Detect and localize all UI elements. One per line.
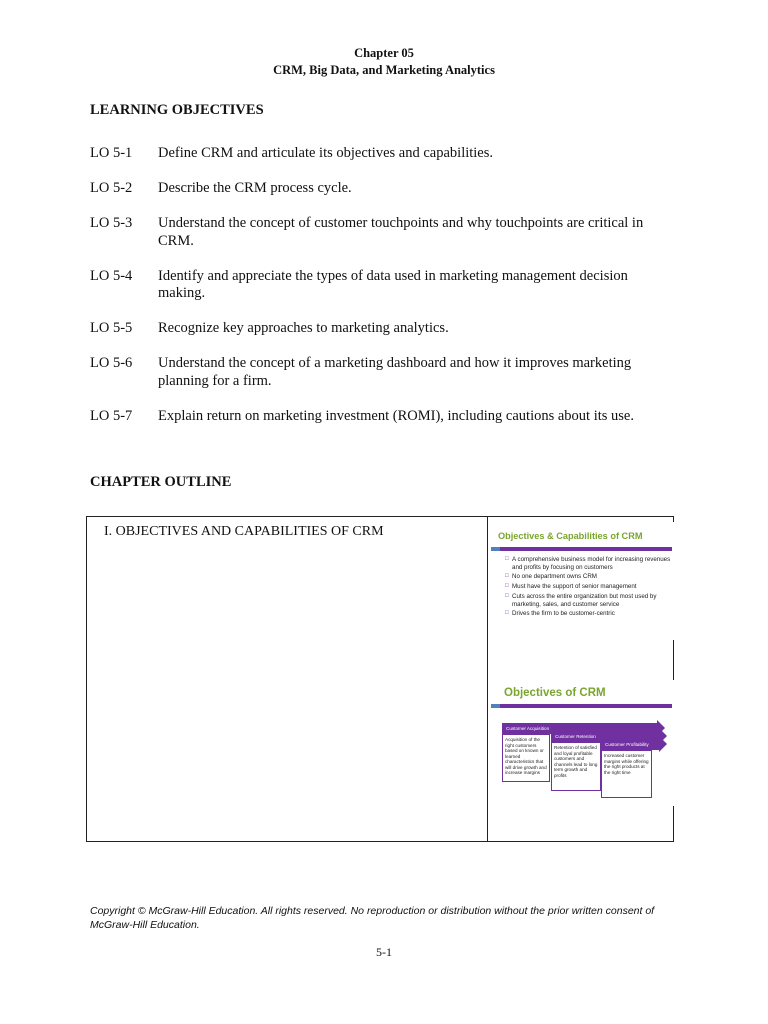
stage-arrow-acquisition: Customer Acquisition (502, 723, 657, 734)
lo-text: Recognize key approaches to marketing analytics. (158, 320, 449, 336)
lo-code: LO 5-3 (90, 215, 133, 231)
lo-code: LO 5-4 (90, 267, 133, 284)
learning-objective (90, 355, 690, 390)
learning-objective (90, 320, 690, 338)
learning-objective (90, 180, 690, 198)
slide-thumbnail-objectives-capabilities (488, 522, 674, 640)
chapter-number: Chapter 05 (354, 46, 414, 60)
stage-box-retention: Retention of satisfied and loyal profitable customers and channels lead to long term growth and profits (551, 742, 601, 791)
lo-code: LO 5-7 (90, 407, 133, 424)
lo-code: LO 5-5 (90, 320, 133, 336)
slide-bar-tab (491, 704, 500, 708)
slide-title-bar (491, 704, 672, 708)
bullet-square-icon: □ (505, 573, 509, 580)
bullet-square-icon: □ (505, 592, 509, 599)
slide-thumbnail-objectives-of-crm (488, 680, 674, 806)
lo-code: LO 5-2 (90, 180, 133, 196)
lo-code: LO 5-1 (90, 145, 133, 161)
slide-title: Objectives of CRM (504, 687, 606, 699)
slide-title: Objectives & Capabilities of CRM (498, 531, 643, 541)
learning-objectives-heading: LEARNING OBJECTIVES (90, 102, 264, 118)
lo-text: Understand the concept of customer touchpoints and why touchpoints are critical in CRM. (158, 215, 644, 249)
lo-text: Explain return on marketing investment (ROMI), including cautions about its use. (158, 407, 634, 424)
slide-bullet: □ No one department owns CRM (505, 573, 597, 581)
slide-bullet: □ Cuts across the entire organization but most used by marketing, sales, and customer service (505, 592, 657, 608)
outline-item: I. OBJECTIVES AND CAPABILITIES OF CRM (104, 524, 384, 539)
lo-text: Describe the CRM process cycle. (158, 180, 352, 196)
bullet-square-icon: □ (505, 556, 509, 562)
learning-objective (90, 145, 690, 163)
stage-box-profitability: Increased customer margins while offering the right products at the right time (601, 750, 652, 798)
slide-title-bar (491, 547, 672, 551)
chapter-title: CRM, Big Data, and Marketing Analytics (273, 63, 495, 77)
lo-text: Understand the concept of a marketing dashboard and how it improves marketing planning for a firm. (158, 355, 632, 389)
slide-bullet: □ Drives the firm to be customer-centric (505, 610, 615, 618)
bullet-square-icon: □ (505, 583, 509, 590)
lo-code: LO 5-6 (90, 355, 133, 371)
learning-objectives-list (90, 145, 690, 443)
learning-objective (90, 215, 690, 250)
page-number: 5-1 (376, 945, 392, 959)
stage-arrow-retention: Customer Retention (551, 731, 659, 742)
lo-text: Identify and appreciate the types of data used in marketing management decision making. (158, 267, 628, 301)
stage-box-acquisition: Acquisition of the right customers based on known or learned characteristics that will drive growth and increase margins (502, 734, 550, 782)
slide-bar-tab (491, 547, 500, 551)
learning-objective (90, 268, 690, 303)
slide-bullet: □ A comprehensive business model for increasing revenues and profits by focusing on customers (505, 556, 671, 571)
slide-bullet: □ Must have the support of senior management (505, 583, 637, 591)
copyright-notice: Copyright © McGraw-Hill Education. All rights reserved. No reproduction or distribution without the prior written consent of McGraw-Hill Education. (90, 905, 655, 931)
chapter-outline-heading: CHAPTER OUTLINE (90, 474, 232, 490)
lo-text: Define CRM and articulate its objectives and capabilities. (158, 145, 494, 161)
learning-objective (90, 408, 690, 426)
slide-bullet-list (505, 556, 671, 620)
bullet-square-icon: □ (505, 610, 509, 617)
stage-arrow-profitability: Customer Profitability (601, 739, 659, 750)
